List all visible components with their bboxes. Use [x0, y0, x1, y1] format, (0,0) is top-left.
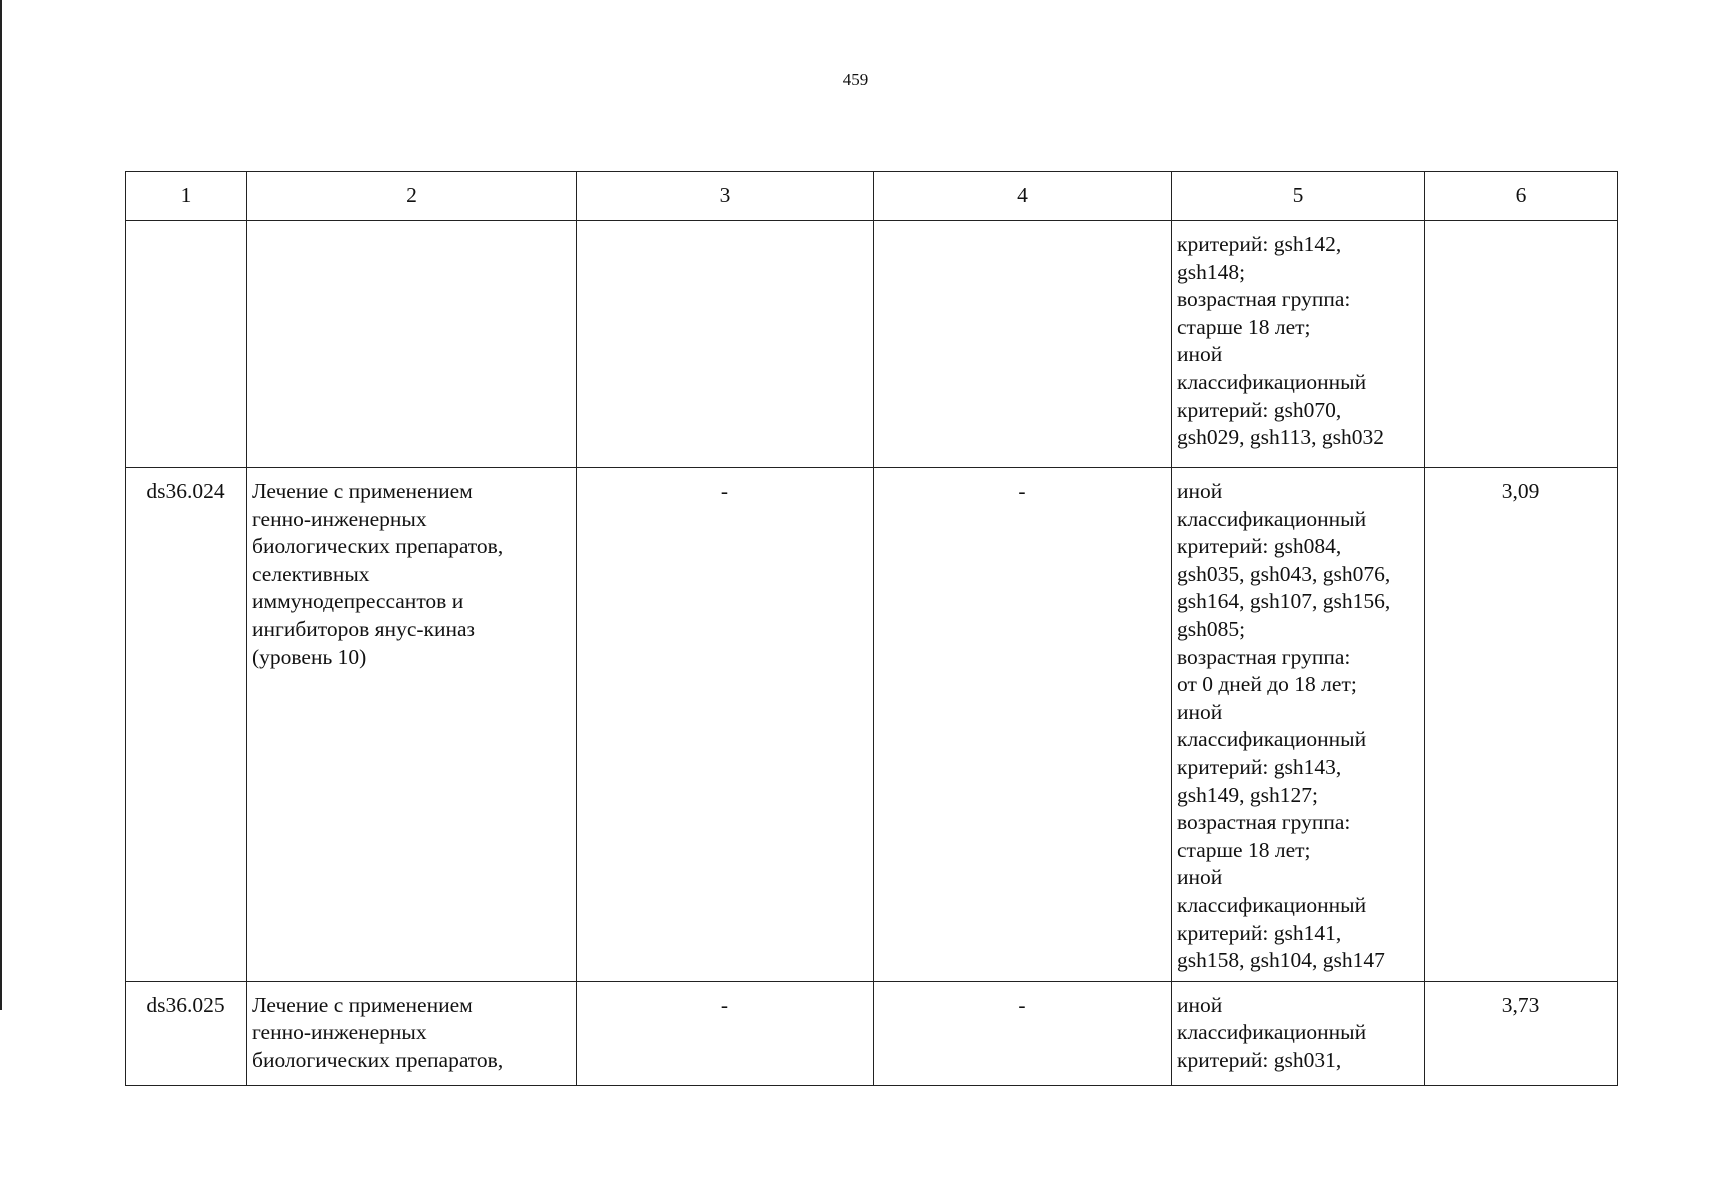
code-cell: ds36.024 — [126, 468, 247, 982]
criteria-line: критерий: gsh141, — [1177, 920, 1342, 945]
col4-cell: - — [874, 981, 1172, 1085]
page-number: 459 — [842, 70, 869, 89]
header-cell: 1 — [126, 172, 247, 221]
criteria-cell — [1172, 221, 1425, 468]
coefficient-cell — [1425, 221, 1618, 468]
criteria-line: классификационный — [1177, 727, 1367, 752]
criteria-line: возрастная группа: — [1177, 810, 1351, 835]
name-line: биологических препаратов, — [252, 534, 504, 559]
criteria-line: gsh164, gsh107, gsh156, — [1177, 589, 1391, 614]
criteria-line: классификационный — [1177, 369, 1367, 394]
criteria-line: классификационный — [1177, 506, 1367, 531]
criteria-line: иной — [1177, 699, 1223, 724]
criteria-line: gsh158, gsh104, gsh147 — [1177, 948, 1385, 973]
criteria-line: классификационный — [1177, 1020, 1367, 1045]
criteria-line: иной — [1177, 865, 1223, 890]
header-cell: 2 — [247, 172, 577, 221]
table-header-row — [126, 172, 1618, 221]
table-row — [126, 221, 1618, 468]
name-line: биологических препаратов, — [252, 1047, 504, 1072]
header-cell: 4 — [874, 172, 1172, 221]
tariff-table — [125, 171, 1618, 1086]
coefficient-cell: 3,09 — [1425, 468, 1618, 982]
criteria-line: от 0 дней до 18 лет; — [1177, 672, 1357, 697]
name-cell — [247, 981, 577, 1085]
header-cell: 6 — [1425, 172, 1618, 221]
criteria-line: критерий: gsh084, — [1177, 534, 1342, 559]
criteria-cell — [1172, 468, 1425, 982]
header-cell: 3 — [577, 172, 874, 221]
name-line: селективных — [252, 561, 370, 586]
criteria-line: gsh029, gsh113, gsh032 — [1177, 425, 1385, 450]
criteria-line: возрастная группа: — [1177, 644, 1351, 669]
name-line: генно-инженерных — [252, 1020, 427, 1045]
criteria-line: критерий: gsh142, — [1177, 232, 1342, 256]
criteria-line: gsh149, gsh127; — [1177, 782, 1318, 807]
name-line: Лечение с применением — [252, 992, 473, 1017]
criteria-line: gsh148; — [1177, 259, 1246, 284]
criteria-line: возрастная группа: — [1177, 287, 1351, 312]
page-left-edge — [0, 0, 2, 1010]
criteria-line: иной — [1177, 342, 1223, 367]
table-row — [126, 981, 1618, 1085]
criteria-line: иной — [1177, 992, 1223, 1017]
criteria-cell — [1172, 981, 1425, 1085]
col4-cell — [874, 221, 1172, 468]
criteria-line: старше 18 лет; — [1177, 314, 1311, 339]
criteria-line: gsh035, gsh043, gsh076, — [1177, 561, 1391, 586]
col3-cell: - — [577, 981, 874, 1085]
criteria-line: gsh085; — [1177, 616, 1246, 641]
name-cell — [247, 221, 577, 468]
name-line: (уровень 10) — [252, 644, 367, 669]
name-line: иммунодепрессантов и — [252, 589, 464, 614]
criteria-line: классификационный — [1177, 892, 1367, 917]
criteria-line: старше 18 лет; — [1177, 837, 1311, 862]
criteria-line: критерий: gsh070, — [1177, 397, 1342, 422]
col3-cell — [577, 221, 874, 468]
criteria-line: иной — [1177, 479, 1223, 503]
criteria-line: критерий: gsh031, — [1177, 1047, 1342, 1072]
coefficient-cell: 3,73 — [1425, 981, 1618, 1085]
name-line: генно-инженерных — [252, 506, 427, 531]
col4-cell: - — [874, 468, 1172, 982]
code-cell: ds36.025 — [126, 981, 247, 1085]
name-line: ингибиторов янус-киназ — [252, 616, 476, 641]
header-cell: 5 — [1172, 172, 1425, 221]
name-cell — [247, 468, 577, 982]
table-row — [126, 468, 1618, 982]
name-line: Лечение с применением — [252, 479, 473, 503]
criteria-line: критерий: gsh143, — [1177, 754, 1342, 779]
col3-cell: - — [577, 468, 874, 982]
code-cell — [126, 221, 247, 468]
